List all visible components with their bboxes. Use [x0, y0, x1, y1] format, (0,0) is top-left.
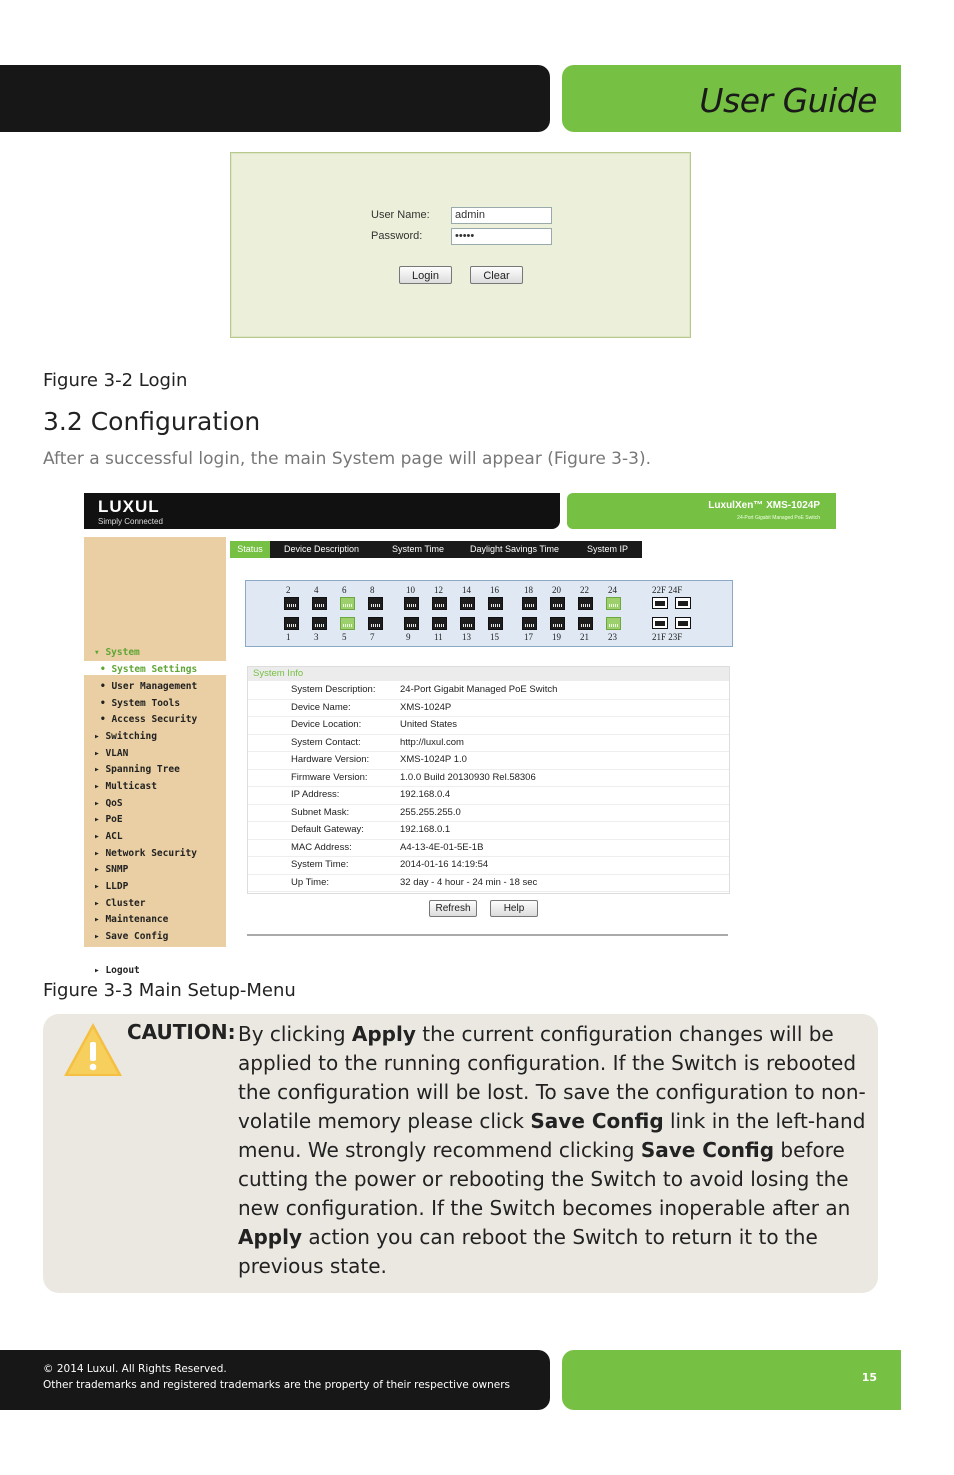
tab-daylight-savings-time[interactable]: Daylight Savings Time	[470, 544, 560, 554]
system-info-row	[248, 840, 729, 858]
system-info-key: System Contact:	[291, 736, 361, 748]
system-info-value: 192.168.0.4	[400, 789, 451, 800]
ethernet-port-icon[interactable]	[368, 597, 383, 610]
ethernet-port-icon[interactable]	[404, 597, 419, 610]
ethernet-port-icon[interactable]	[550, 617, 565, 630]
ethernet-port-icon[interactable]	[432, 597, 447, 610]
system-info-key: Hardware Version:	[291, 754, 370, 765]
port-number-bottom: 21	[580, 632, 589, 642]
system-info-key: Firmware Version:	[291, 771, 368, 783]
footer-trademarks: Other trademarks and registered trademarks are the property of their respective owners	[43, 1379, 510, 1391]
sidebar-item-switching[interactable]: ▸ Switching	[94, 731, 157, 742]
caution-text: By clicking Apply the current configuration changes will be applied to the running configuration. If the Switch is rebooted the configuration will be lost. To save the configuration to non- volatile memory please click Save Config link in the left-hand menu. We strongly recommend clicking Save Config before cutting the power or rebooting the Switch to avoid losing the new configuration. If the Switch becomes inoperable after an Apply action you can reboot the Switch to return it to the previous state.	[238, 1022, 866, 1278]
system-info-key: System Description:	[291, 684, 376, 695]
port-number-bottom: 3	[314, 632, 319, 642]
sidebar-item-snmp[interactable]: ▸ SNMP	[94, 864, 129, 875]
ethernet-port-icon[interactable]	[432, 617, 447, 630]
port-number-bottom: 23	[608, 632, 617, 642]
sidebar-item-vlan[interactable]: ▸ VLAN	[94, 748, 129, 759]
system-info-row	[248, 822, 729, 840]
system-info-key: Subnet Mask:	[291, 806, 350, 818]
system-info-row	[248, 875, 729, 893]
ethernet-port-icon[interactable]	[550, 597, 565, 610]
system-info-row	[248, 700, 729, 718]
port-panel	[245, 580, 733, 647]
sfp-label-top: 22F 24F	[652, 585, 683, 595]
system-info-key: Device Location:	[291, 719, 362, 730]
password-label: Password:	[371, 230, 423, 242]
page-number: 15	[861, 1371, 877, 1384]
sidebar-item-acl[interactable]: ▸ ACL	[94, 831, 123, 842]
system-info-row	[248, 752, 729, 770]
model-description: 24-Port Gigabit Managed PoE Switch	[737, 515, 820, 521]
ethernet-port-icon[interactable]	[522, 617, 537, 630]
port-number-bottom: 9	[406, 632, 411, 642]
tab-system-time[interactable]: System Time	[392, 544, 445, 554]
ethernet-port-icon[interactable]	[488, 617, 503, 630]
sfp-port-icon[interactable]	[652, 617, 668, 629]
ethernet-port-icon[interactable]	[404, 617, 419, 630]
port-number-top: 4	[314, 585, 319, 595]
sfp-port-icon[interactable]	[652, 597, 668, 609]
port-number-bottom: 5	[342, 632, 347, 642]
system-info-value: 2014-01-16 14:19:54	[400, 859, 489, 870]
port-number-bottom: 17	[524, 632, 533, 642]
system-info-panel	[247, 666, 730, 914]
sidebar-item-user-management[interactable]: • User Management	[100, 681, 198, 692]
system-info-title: System Info	[248, 667, 729, 681]
system-info-key: Default Gateway:	[291, 824, 364, 835]
logo-tagline: Simply Connected	[98, 517, 163, 526]
ethernet-port-icon[interactable]	[488, 597, 503, 610]
luxul-logo: LUXUL	[98, 497, 160, 516]
password-field[interactable]: •••••	[451, 228, 552, 245]
port-number-bottom: 1	[286, 632, 291, 642]
header-title-panel	[562, 65, 901, 132]
sidebar-item-save-config[interactable]: ▸ Save Config	[94, 931, 169, 942]
sidebar-item-qos[interactable]: ▸ QoS	[94, 798, 123, 809]
port-number-top: 6	[342, 585, 347, 595]
model-name: LuxulXen™ XMS-1024P	[708, 500, 820, 511]
sfp-label-bottom: 21F 23F	[652, 632, 683, 642]
ethernet-port-icon[interactable]	[368, 617, 383, 630]
warning-icon	[62, 1020, 124, 1078]
login-button[interactable]: Login	[399, 266, 452, 284]
port-number-bottom: 11	[434, 632, 443, 642]
ethernet-port-icon[interactable]	[312, 597, 327, 610]
sidebar-item-cluster[interactable]: ▸ Cluster	[94, 898, 146, 909]
system-info-key: IP Address:	[291, 789, 340, 800]
sidebar-item-lldp[interactable]: ▸ LLDP	[94, 881, 129, 892]
port-number-top: 10	[406, 585, 415, 595]
section-heading: 3.2 Configuration	[43, 407, 261, 436]
port-number-top: 2	[286, 585, 291, 595]
sidebar-item-logout[interactable]: ▸ Logout	[94, 965, 140, 976]
ethernet-port-icon[interactable]	[606, 597, 621, 610]
system-info-row	[248, 735, 729, 753]
system-info-row	[248, 805, 729, 823]
app-header-bar	[84, 493, 560, 529]
system-info-value: 32 day - 4 hour - 24 min - 18 sec	[400, 876, 538, 888]
system-info-key: Device Name:	[291, 701, 351, 713]
tab-system-ip[interactable]: System IP	[587, 544, 629, 554]
port-number-bottom: 7	[370, 632, 375, 642]
help-button[interactable]: Help	[490, 900, 538, 917]
tab-bar	[230, 541, 642, 558]
footer-page-panel	[562, 1350, 901, 1410]
ethernet-port-icon[interactable]	[460, 597, 475, 610]
page-title: User Guide	[699, 81, 877, 120]
port-number-top: 20	[552, 585, 561, 595]
port-number-top: 18	[524, 585, 533, 595]
ethernet-port-icon[interactable]	[340, 617, 355, 630]
sidebar-item-system-settings[interactable]: • System Settings	[100, 664, 198, 675]
system-info-value: XMS-1024P 1.0	[400, 754, 467, 765]
sidebar-item-system-tools[interactable]: • System Tools	[100, 698, 181, 709]
port-number-top: 22	[580, 585, 589, 595]
refresh-button[interactable]: Refresh	[429, 900, 477, 917]
ethernet-port-icon[interactable]	[312, 617, 327, 630]
system-info-value: 24-Port Gigabit Managed PoE Switch	[400, 684, 558, 695]
tab-device-description[interactable]: Device Description	[284, 544, 360, 554]
header-bar	[0, 65, 550, 132]
port-number-bottom: 13	[462, 632, 471, 642]
tab-status[interactable]: Status	[230, 541, 270, 558]
port-number-bottom: 19	[552, 632, 561, 642]
main-setup-screenshot	[84, 493, 844, 976]
model-panel	[567, 493, 836, 529]
ethernet-port-icon[interactable]	[340, 597, 355, 610]
clear-button[interactable]: Clear	[470, 266, 523, 284]
figure-caption-login: Figure 3-2 Login	[43, 370, 188, 391]
system-info-row	[248, 682, 729, 700]
ethernet-port-icon[interactable]	[522, 597, 537, 610]
system-info-value: http://luxul.com	[400, 736, 464, 748]
sidebar-item-network-security[interactable]: ▸ Network Security	[94, 848, 197, 859]
username-label: User Name:	[371, 209, 430, 221]
sidebar-item-maintenance[interactable]: ▸ Maintenance	[94, 914, 169, 925]
port-number-top: 8	[370, 585, 375, 595]
sidebar-item-spanning-tree[interactable]: ▸ Spanning Tree	[94, 764, 180, 775]
figure-caption-main: Figure 3-3 Main Setup-Menu	[43, 980, 296, 1001]
system-info-key: MAC Address:	[291, 841, 352, 853]
ethernet-port-icon[interactable]	[578, 617, 593, 630]
system-info-value: United States	[400, 719, 458, 730]
system-info-row	[248, 857, 729, 875]
ethernet-port-icon[interactable]	[460, 617, 475, 630]
port-number-top: 12	[434, 585, 443, 595]
footer-copyright: © 2014 Luxul. All Rights Reserved.	[43, 1363, 227, 1375]
system-info-key: System Time:	[291, 859, 349, 870]
sidebar-item-poe[interactable]: ▸ PoE	[94, 814, 123, 825]
system-info-value: 1.0.0 Build 20130930 Rel.58306	[400, 771, 536, 783]
caution-label: CAUTION:	[127, 1020, 236, 1044]
sidebar	[84, 537, 226, 976]
system-info-row	[248, 787, 729, 805]
sidebar-item-multicast[interactable]: ▸ Multicast	[94, 781, 157, 792]
sfp-port-icon[interactable]	[675, 597, 691, 609]
username-field[interactable]: admin	[451, 207, 552, 224]
footer-bar	[0, 1350, 550, 1410]
ethernet-port-icon[interactable]	[578, 597, 593, 610]
port-number-top: 16	[490, 585, 499, 595]
system-info-value: XMS-1024P	[400, 701, 452, 713]
system-info-row	[248, 717, 729, 735]
section-intro: After a successful login, the main System page will appear (Figure 3-3).	[43, 449, 651, 469]
caution-box	[43, 1014, 878, 1293]
system-info-value: A4-13-4E-01-5E-1B	[400, 841, 484, 853]
sidebar-item-access-security[interactable]: • Access Security	[100, 714, 198, 725]
port-number-bottom: 15	[490, 632, 499, 642]
ethernet-port-icon[interactable]	[284, 597, 299, 610]
ethernet-port-icon[interactable]	[284, 617, 299, 630]
divider	[247, 934, 728, 936]
system-info-value: 255.255.255.0	[400, 806, 461, 818]
system-info-row	[248, 770, 729, 788]
login-screenshot	[230, 152, 691, 338]
sidebar-item-system[interactable]: ▾ System	[94, 647, 140, 658]
system-info-value: 192.168.0.1	[400, 824, 451, 835]
system-info-key: Up Time:	[291, 876, 330, 888]
sfp-port-icon[interactable]	[675, 617, 691, 629]
ethernet-port-icon[interactable]	[606, 617, 621, 630]
port-number-top: 24	[608, 585, 617, 595]
port-number-top: 14	[462, 585, 471, 595]
